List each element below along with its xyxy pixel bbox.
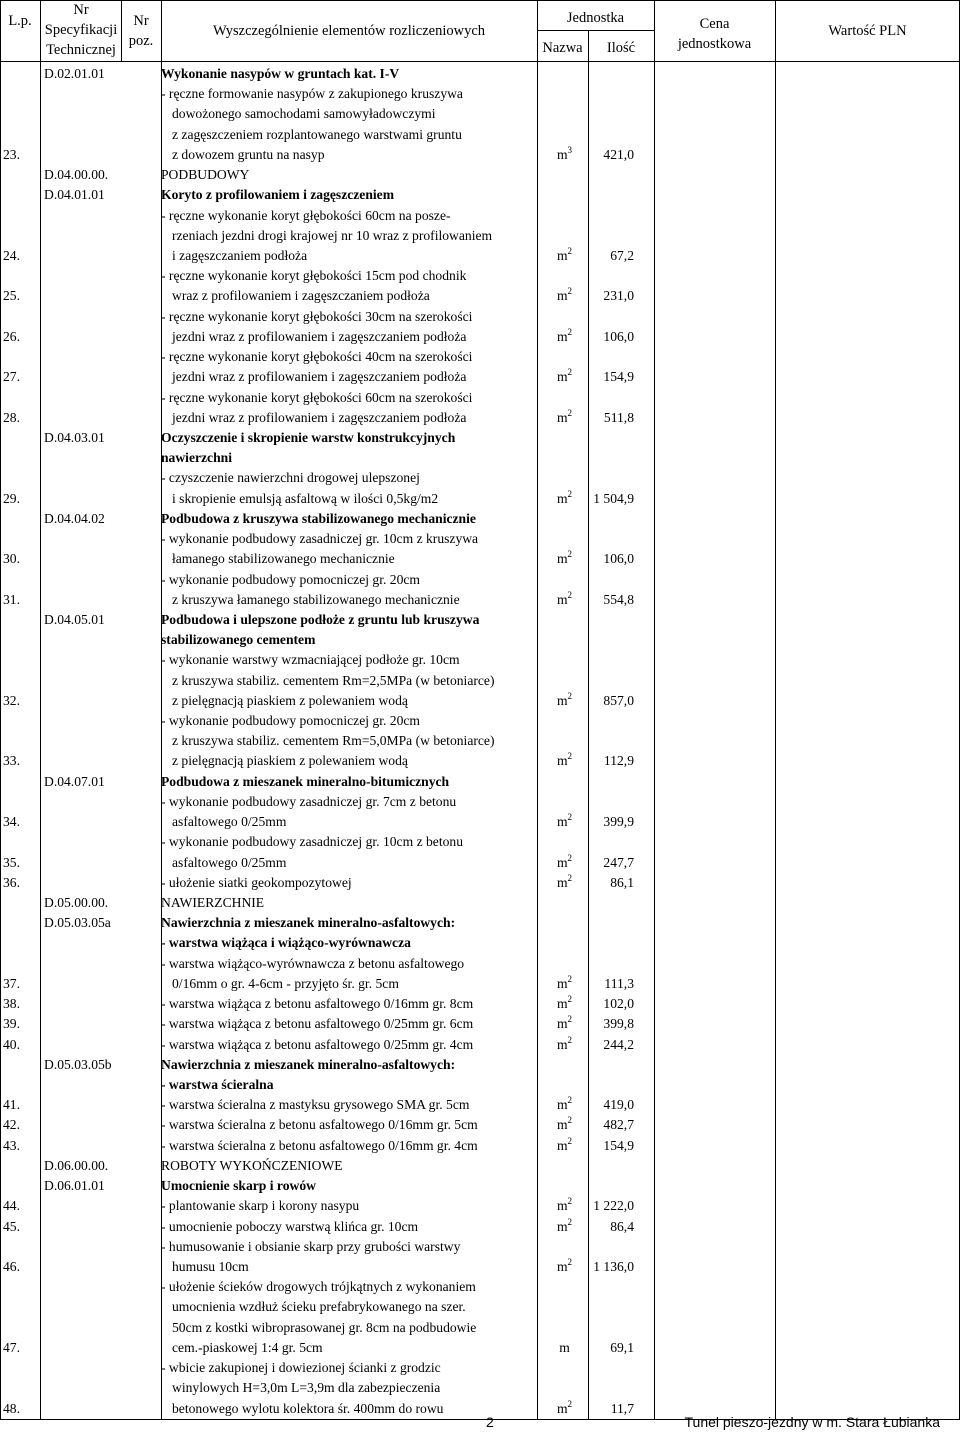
row-description: - ręczne wykonanie koryt głębokości 60cm na posze-: [161, 207, 451, 223]
row-quantity: 482,7: [603, 1117, 634, 1133]
row-spec-code: D.04.07.01: [44, 773, 105, 789]
row-lp: 40.: [3, 1036, 20, 1052]
table-row: [0, 1257, 960, 1277]
row-unit-symbol: m: [556, 490, 568, 506]
table-row: [0, 1196, 960, 1216]
table-row: [0, 104, 960, 124]
row-quantity: 154,9: [603, 369, 634, 385]
row-lp: 48.: [3, 1400, 20, 1416]
row-unit-symbol: m: [556, 409, 568, 425]
row-unit-symbol: m: [556, 753, 568, 769]
row-lp: 32.: [3, 692, 20, 708]
row-unit: [537, 691, 592, 711]
header-price: [654, 14, 775, 54]
header-unit-qty: Ilość: [606, 40, 636, 56]
row-lp: 35.: [3, 854, 20, 870]
row-description: - humusowanie i obsianie skarp przy grubości warstwy: [161, 1238, 461, 1254]
header-value: Wartość PLN: [828, 23, 907, 39]
row-description: - wbicie zakupionej i dowiezionej ścianki z grodzic: [161, 1360, 441, 1376]
table-row: [0, 853, 960, 873]
row-unit-exponent: 2: [567, 1014, 573, 1025]
row-quantity: 1 504,9: [593, 490, 634, 506]
row-unit-symbol: m: [556, 591, 568, 607]
row-unit-symbol: m: [556, 1137, 568, 1153]
row-description: Podbudowa z mieszanek mineralno-bitumicznych: [161, 773, 450, 789]
row-quantity: 419,0: [603, 1097, 634, 1113]
row-description: - wykonanie podbudowy zasadniczej gr. 7cm z betonu: [161, 793, 457, 809]
row-description: - warstwa ścieralna z mastyksu grysowego SMA gr. 5cm: [161, 1097, 470, 1113]
page-number: 2: [486, 1414, 494, 1430]
table-row: [0, 509, 960, 529]
table-row: [0, 408, 960, 428]
row-unit: [537, 367, 592, 387]
table-row: [0, 691, 960, 711]
row-description: betonowego wylotu kolektora śr. 400mm do rowu: [172, 1400, 444, 1416]
row-quantity: 86,1: [610, 874, 634, 890]
row-description: i zagęszczaniem podłoża: [172, 247, 308, 263]
row-lp: 33.: [3, 753, 20, 769]
table-row: [0, 610, 960, 630]
row-description: Oczyszczenie i skropienie warstw konstrukcyjnych: [161, 429, 456, 445]
row-description: 0/16mm o gr. 4-6cm - przyjęto śr. gr. 5cm: [172, 975, 399, 991]
row-quantity: 11,7: [610, 1400, 634, 1416]
row-quantity: 511,8: [603, 409, 634, 425]
table-row: [0, 428, 960, 448]
header-poz-line2: poz.: [128, 33, 154, 49]
row-lp: 28.: [3, 409, 20, 425]
table-row: [0, 731, 960, 751]
row-description: ROBOTY WYKOŃCZENIOWE: [161, 1157, 343, 1173]
row-description: 50cm z kostki wibroprasowanej gr. 8cm na podbudowie: [172, 1319, 477, 1335]
table-row: [0, 286, 960, 306]
row-unit-symbol: m: [556, 247, 568, 263]
table-row: [0, 792, 960, 812]
table-row: [0, 388, 960, 408]
row-unit: [537, 751, 592, 771]
row-description: nawierzchni: [161, 450, 232, 466]
row-description: - wykonanie podbudowy zasadniczej gr. 10cm z betonu: [161, 834, 463, 850]
row-unit-symbol: m: [556, 996, 568, 1012]
row-unit-symbol: m: [556, 1218, 568, 1234]
row-unit: [537, 1095, 592, 1115]
table-row: [0, 347, 960, 367]
row-unit: [537, 994, 592, 1014]
row-unit-symbol: m: [556, 814, 568, 830]
row-quantity: 1 222,0: [593, 1198, 634, 1214]
row-lp: 39.: [3, 1016, 20, 1032]
row-quantity: 112,9: [603, 753, 634, 769]
row-quantity: 111,3: [604, 975, 634, 991]
row-description: umocnienia wzdłuż ścieku prefabrykowanego na szer.: [172, 1299, 466, 1315]
row-description: z kruszywa stabiliz. cementem Rm=5,0MPa (w betoniarce): [172, 733, 495, 749]
row-description: - warstwa ścieralna z betonu asfaltowego 0/16mm gr. 5cm: [161, 1117, 478, 1133]
row-unit-exponent: 2: [567, 1135, 573, 1146]
row-quantity: 421,0: [603, 146, 634, 162]
table-row: [0, 1237, 960, 1257]
row-unit-symbol: m: [556, 369, 568, 385]
table-row: [0, 266, 960, 286]
row-lp: 47.: [3, 1339, 20, 1355]
row-unit: [537, 489, 592, 509]
row-unit-symbol: m: [556, 328, 568, 344]
row-description: Podbudowa z kruszywa stabilizowanego mechanicznie: [161, 510, 476, 526]
header-spec-line2: Specyfikacji: [44, 22, 118, 38]
row-spec-code: D.04.05.01: [44, 611, 105, 627]
row-description: - wykonanie podbudowy pomocniczej gr. 20cm: [161, 571, 420, 587]
table-row: [0, 671, 960, 691]
table-row: [0, 832, 960, 852]
row-spec-code: D.02.01.01: [44, 66, 105, 81]
row-description: - wykonanie podbudowy zasadniczej gr. 10cm z kruszywa: [161, 531, 479, 547]
row-description: z pielęgnacją piaskiem z polewaniem wodą: [172, 753, 408, 769]
header-poz-line1: Nr: [133, 13, 149, 29]
row-description: - warstwa wiążąca i wiążąco-wyrównawcza: [161, 935, 411, 951]
row-quantity: 1 136,0: [593, 1258, 634, 1274]
row-unit-exponent: 2: [567, 872, 573, 883]
row-description: łamanego stabilizowanego mechanicznie: [172, 551, 395, 567]
table-row: [0, 64, 960, 84]
header-unit-group: Jednostka: [566, 10, 625, 26]
row-unit: [537, 408, 592, 428]
document-title: Tunel pieszo-jezdny w m. Stara Łubianka: [684, 1414, 940, 1430]
row-spec-code: D.05.00.00.: [44, 895, 109, 911]
row-description: - ułożenie ścieków drogowych trójkątnych z wykonaniem: [161, 1279, 476, 1295]
row-description: PODBUDOWY: [161, 167, 250, 183]
row-unit-symbol: m: [556, 874, 568, 890]
row-unit: [537, 873, 592, 893]
row-quantity: 244,2: [603, 1036, 634, 1052]
row-lp: 45.: [3, 1218, 20, 1234]
row-unit: [537, 1257, 592, 1277]
table-row: [0, 1156, 960, 1176]
row-quantity: 399,8: [603, 1016, 634, 1032]
row-description: z zagęszczeniem rozplantowanego warstwami gruntu: [172, 126, 462, 142]
table-header: [0, 0, 960, 62]
row-lp: 43.: [3, 1137, 20, 1153]
table-row: [0, 893, 960, 913]
row-description: cem.-piaskowej 1:4 gr. 5cm: [172, 1339, 323, 1355]
row-unit-exponent: 2: [567, 751, 573, 762]
row-unit: [537, 1014, 592, 1034]
row-description: Umocnienie skarp i rowów: [161, 1178, 316, 1194]
grid-line: [0, 0, 960, 1]
row-description: wraz z profilowaniem i zagęszczaniem podłoża: [172, 288, 430, 304]
table-row: [0, 145, 960, 165]
row-description: - wykonanie warstwy wzmacniającej podłoże gr. 10cm: [161, 652, 460, 668]
row-unit: [537, 1338, 592, 1358]
row-unit-symbol: m: [556, 146, 568, 162]
row-description: - warstwa ścieralna: [161, 1077, 274, 1092]
table-row: [0, 165, 960, 185]
table-row: [0, 1136, 960, 1156]
row-description: - warstwa wiążąca z betonu asfaltowego 0/25mm gr. 6cm: [161, 1016, 474, 1032]
row-unit-exponent: 2: [567, 326, 573, 337]
row-unit: [537, 590, 592, 610]
table-row: [0, 1176, 960, 1196]
row-unit: [537, 1217, 592, 1237]
row-lp: 26.: [3, 328, 20, 344]
row-unit-exponent: 2: [567, 1196, 573, 1207]
row-description: stabilizowanego cementem: [161, 632, 316, 648]
row-description: Nawierzchnia z mieszanek mineralno-asfaltowych:: [161, 915, 456, 931]
table-row: [0, 711, 960, 731]
row-unit-symbol: m: [556, 692, 568, 708]
table-row: [0, 772, 960, 792]
row-description: z dowozem gruntu na nasyp: [172, 146, 325, 162]
row-description: z kruszywa łamanego stabilizowanego mechanicznie: [172, 591, 460, 607]
row-unit-exponent: 2: [567, 852, 573, 863]
row-description: - ręczne wykonanie koryt głębokości 15cm pod chodnik: [161, 268, 467, 284]
row-lp: 46.: [3, 1258, 20, 1274]
row-unit-exponent: 2: [567, 994, 573, 1005]
row-unit-symbol: m: [556, 1258, 568, 1274]
table-row: [0, 590, 960, 610]
row-unit-symbol: m: [556, 975, 568, 991]
table-row: [0, 185, 960, 205]
table-row: [0, 84, 960, 104]
row-description: - warstwa wiążąco-wyrównawcza z betonu asfaltowego: [161, 955, 465, 971]
row-description: - warstwa wiążąca z betonu asfaltowego 0/16mm gr. 8cm: [161, 996, 474, 1012]
table-row: [0, 974, 960, 994]
row-lp: 30.: [3, 551, 20, 567]
row-description: - wykonanie podbudowy pomocniczej gr. 20cm: [161, 713, 420, 729]
row-unit: [537, 549, 592, 569]
row-description: jezdni wraz z profilowaniem i zagęszczaniem podłoża: [172, 328, 467, 344]
table-row: [0, 307, 960, 327]
row-unit-exponent: 2: [567, 367, 573, 378]
table-row: [0, 954, 960, 974]
header-spec-line1: Nr: [73, 2, 89, 18]
row-unit-exponent: 3: [567, 144, 573, 155]
row-unit-exponent: 2: [567, 1115, 573, 1126]
row-spec-code: D.04.00.00.: [44, 167, 109, 183]
row-lp: 29.: [3, 490, 20, 506]
row-description: Koryto z profilowaniem i zagęszczeniem: [161, 187, 395, 203]
row-lp: 37.: [3, 975, 20, 991]
row-description: asfaltowego 0/25mm: [172, 854, 287, 870]
row-unit: [537, 853, 592, 873]
header-unit-name: Nazwa: [542, 40, 583, 56]
table-row: [0, 468, 960, 488]
page-footer: [0, 1414, 960, 1436]
row-unit-symbol: m: [556, 1400, 568, 1416]
table-row: [0, 448, 960, 468]
header-price-line2: jednostkowa: [677, 36, 752, 52]
row-unit-exponent: 2: [567, 488, 573, 499]
row-quantity: 102,0: [603, 996, 634, 1012]
row-unit-symbol: m: [556, 1036, 568, 1052]
row-unit-symbol: m: [556, 1198, 568, 1214]
table-row: [0, 1095, 960, 1115]
row-description: humusu 10cm: [172, 1258, 249, 1274]
row-unit-exponent: 2: [567, 690, 573, 701]
row-description: z kruszywa stabiliz. cementem Rm=2,5MPa (w betoniarce): [172, 672, 495, 688]
row-description: Wykonanie nasypów w gruntach kat. I-V: [161, 66, 400, 81]
row-unit-symbol: m: [556, 1117, 568, 1133]
row-unit-exponent: 2: [567, 1095, 573, 1106]
table-row: [0, 1338, 960, 1358]
row-unit-symbol: m: [556, 288, 568, 304]
row-lp: 24.: [3, 247, 20, 263]
row-quantity: 399,9: [603, 814, 634, 830]
row-unit: [537, 327, 592, 347]
row-quantity: 857,0: [603, 692, 634, 708]
row-spec-code: D.04.04.02: [44, 510, 105, 526]
row-lp: 25.: [3, 288, 20, 304]
row-description: asfaltowego 0/25mm: [172, 814, 287, 830]
table-row: [0, 246, 960, 266]
row-quantity: 69,1: [610, 1339, 634, 1355]
table-row: [0, 125, 960, 145]
row-quantity: 554,8: [603, 591, 634, 607]
row-lp: 38.: [3, 996, 20, 1012]
row-description: - ręczne formowanie nasypów z zakupionego kruszywa: [161, 86, 463, 102]
header-poz: [121, 11, 161, 51]
row-description: - czyszczenie nawierzchni drogowej ulepszonej: [161, 470, 420, 486]
table-row: [0, 1277, 960, 1297]
table-row: [0, 206, 960, 226]
table-row: [0, 1318, 960, 1338]
grid-line: [0, 61, 960, 62]
table-row: [0, 630, 960, 650]
row-unit-exponent: 2: [567, 1216, 573, 1227]
row-lp: 44.: [3, 1198, 20, 1214]
row-quantity: 106,0: [603, 551, 634, 567]
header-spec-line3: Technicznej: [46, 42, 116, 58]
row-unit-exponent: 2: [567, 812, 573, 823]
table-row: [0, 1297, 960, 1317]
row-lp: 23.: [3, 146, 20, 162]
row-description: i skropienie emulsją asfaltową w ilości 0,5kg/m2: [172, 490, 439, 506]
row-lp: 27.: [3, 369, 20, 385]
table-row: [0, 994, 960, 1014]
table-row: [0, 751, 960, 771]
row-unit: [537, 1196, 592, 1216]
row-unit: [537, 145, 592, 165]
table-row: [0, 650, 960, 670]
row-description: z pielęgnacją piaskiem z polewaniem wodą: [172, 692, 408, 708]
row-unit-symbol: m: [556, 1016, 568, 1032]
table-row: [0, 1115, 960, 1135]
row-unit: [537, 1136, 592, 1156]
row-description: - umocnienie poboczy warstwą klińca gr. 10cm: [161, 1218, 419, 1234]
row-unit: [537, 246, 592, 266]
table-row: [0, 1055, 960, 1075]
row-description: NAWIERZCHNIE: [161, 895, 265, 911]
row-lp: 36.: [3, 874, 20, 890]
table-row: [0, 570, 960, 590]
row-description: - warstwa wiążąca z betonu asfaltowego 0/25mm gr. 4cm: [161, 1036, 474, 1052]
row-unit-exponent: 2: [567, 286, 573, 297]
header-price-line1: Cena: [699, 16, 730, 32]
row-unit-symbol: m: [559, 1339, 570, 1355]
header-description: Wyszczególnienie elementów rozliczeniowych: [212, 23, 486, 39]
table-row: [0, 873, 960, 893]
row-lp: 42.: [3, 1117, 20, 1133]
row-unit-exponent: 2: [567, 549, 573, 560]
row-quantity: 231,0: [603, 288, 634, 304]
table-row: [0, 812, 960, 832]
row-unit: [537, 974, 592, 994]
row-description: Podbudowa i ulepszone podłoże z gruntu lub kruszywa: [161, 611, 480, 627]
row-description: Nawierzchnia z mieszanek mineralno-asfaltowych:: [161, 1056, 456, 1072]
row-description: dowożonego samochodami samowyładowczymi: [172, 106, 436, 122]
header-lp: L.p.: [8, 13, 32, 29]
row-description: - ręczne wykonanie koryt głębokości 60cm na szerokości: [161, 389, 473, 405]
row-spec-code: D.04.03.01: [44, 429, 105, 445]
row-spec-code: D.06.00.00.: [44, 1157, 109, 1173]
row-description: rzeniach jezdni drogi krajowej nr 10 wraz z profilowaniem: [172, 227, 493, 243]
row-quantity: 247,7: [603, 854, 634, 870]
row-lp: 34.: [3, 814, 20, 830]
header-spec: [41, 0, 121, 60]
table-row: [0, 226, 960, 246]
table-row: [0, 1217, 960, 1237]
row-description: jezdni wraz z profilowaniem i zagęszczaniem podłoża: [172, 409, 467, 425]
table-row: [0, 933, 960, 953]
row-unit: [537, 812, 592, 832]
row-description: winylowych H=3,0m L=3,9m dla zabezpieczenia: [172, 1380, 441, 1396]
row-description: - ręczne wykonanie koryt głębokości 30cm na szerokości: [161, 308, 473, 324]
row-unit-exponent: 2: [567, 407, 573, 418]
row-quantity: 106,0: [603, 328, 634, 344]
row-description: jezdni wraz z profilowaniem i zagęszczaniem podłoża: [172, 369, 467, 385]
table-row: [0, 327, 960, 347]
row-unit-symbol: m: [556, 551, 568, 567]
table-row: [0, 1014, 960, 1034]
row-spec-code: D.05.03.05a: [44, 915, 111, 931]
row-description: - ułożenie siatki geokompozytowej: [161, 874, 352, 890]
row-unit: [537, 286, 592, 306]
table-row: [0, 367, 960, 387]
row-unit-exponent: 2: [567, 1034, 573, 1045]
row-lp: 31.: [3, 591, 20, 607]
row-unit-symbol: m: [556, 854, 568, 870]
table-row: [0, 913, 960, 933]
row-quantity: 86,4: [610, 1218, 634, 1234]
row-unit-exponent: 2: [567, 1256, 573, 1267]
table-row: [0, 1378, 960, 1398]
grid-line: [537, 30, 654, 31]
row-unit: [537, 1035, 592, 1055]
table-row: [0, 549, 960, 569]
row-description: - ręczne wykonanie koryt głębokości 40cm na szerokości: [161, 349, 473, 365]
row-unit-symbol: m: [556, 1097, 568, 1113]
row-spec-code: D.04.01.01: [44, 187, 105, 203]
row-quantity: 154,9: [603, 1137, 634, 1153]
row-quantity: 67,2: [610, 247, 634, 263]
row-spec-code: D.06.01.01: [44, 1178, 105, 1194]
table-row: [0, 1075, 960, 1095]
grid-line: [121, 0, 122, 62]
row-unit-exponent: 2: [567, 589, 573, 600]
row-lp: 41.: [3, 1097, 20, 1113]
table-row: [0, 1035, 960, 1055]
row-unit-exponent: 2: [567, 245, 573, 256]
row-unit-exponent: 2: [567, 1398, 573, 1409]
table-row: [0, 529, 960, 549]
row-unit-exponent: 2: [567, 973, 573, 984]
row-description: - warstwa ścieralna z betonu asfaltowego 0/16mm gr. 4cm: [161, 1137, 478, 1153]
row-description: - plantowanie skarp i korony nasypu: [161, 1198, 360, 1214]
row-spec-code: D.05.03.05b: [44, 1056, 112, 1072]
table-row: [0, 489, 960, 509]
table-row: [0, 1358, 960, 1378]
row-unit: [537, 1115, 592, 1135]
